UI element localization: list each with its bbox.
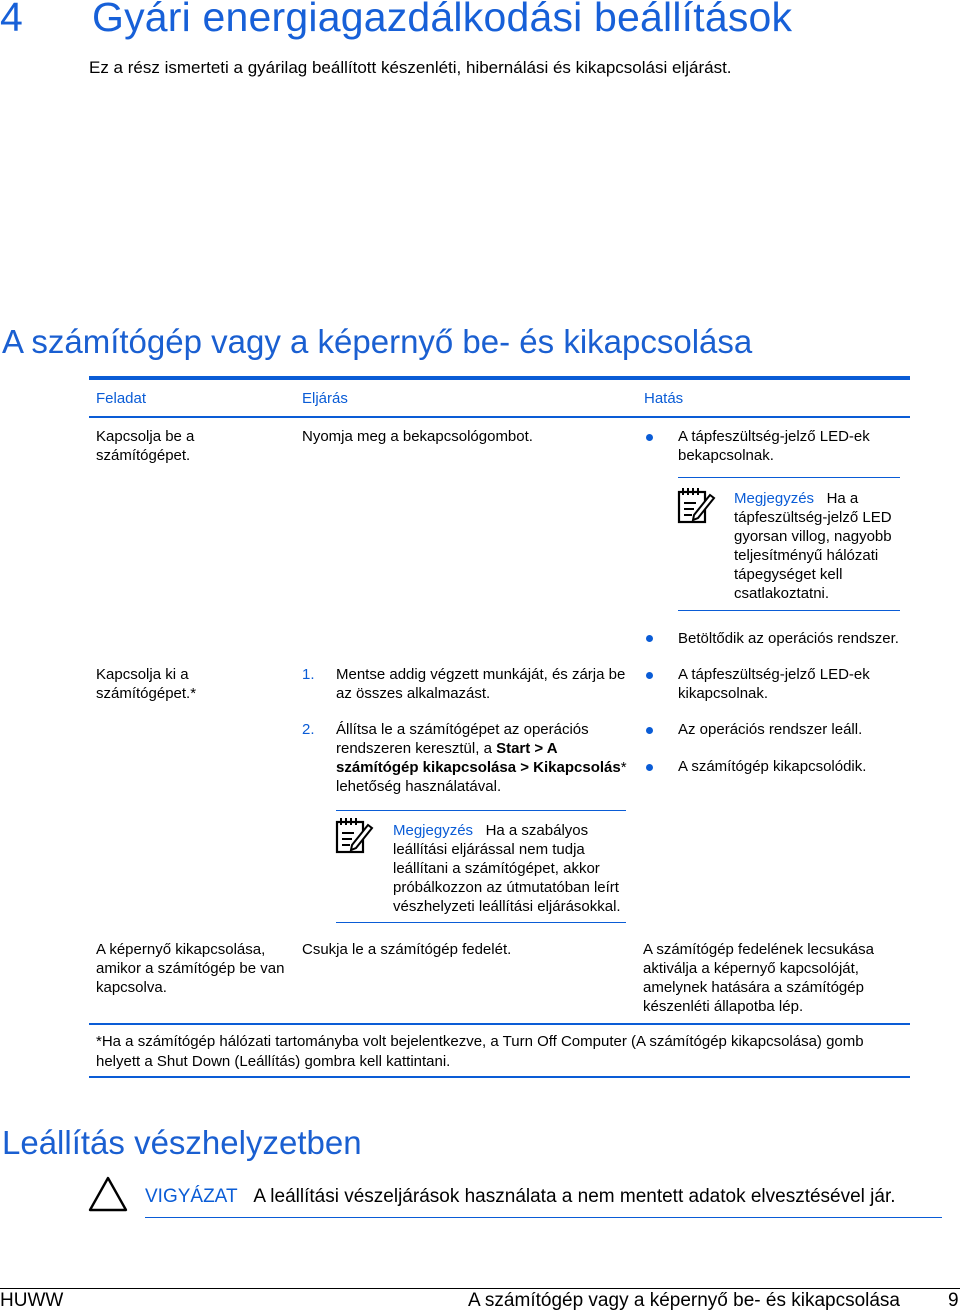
chapter-title xyxy=(0,0,792,41)
footer-rule xyxy=(0,1288,960,1289)
note-icon xyxy=(676,485,716,525)
caution-note: VIGYÁZAT A leállítási vészeljárások használata a nem mentett adatok elvesztésével jár. xyxy=(145,1186,896,1207)
table-bottom-rule xyxy=(89,1023,910,1025)
table-top-rule xyxy=(89,376,910,380)
row2-task: Kapcsolja ki a számítógépet.* xyxy=(96,666,197,702)
section-title: Leállítás vészhelyzetben xyxy=(2,1124,362,1161)
row2-note: Megjegyzés Ha a szabályos leállítási eljárással nem tudja leállítani a számítógépet, akkor próbálkozzon az útmutatóban leírt vészhelyzeti leállítási eljárásokkal. xyxy=(393,822,621,915)
row3-task: A képernyő kikapcsolása, amikor a számítógép be van kapcsolva. xyxy=(96,941,285,996)
bullet-icon xyxy=(646,727,653,734)
step2-number: 2. xyxy=(302,721,315,738)
note-icon xyxy=(334,815,374,855)
note-label: Megjegyzés xyxy=(393,822,474,839)
footer-right: A számítógép vagy a képernyő be- és kikapcsolása xyxy=(468,1290,900,1311)
chapter-number: 4 xyxy=(0,0,24,40)
row1-procedure: Nyomja meg a bekapcsológombot. xyxy=(302,428,533,445)
caution-rule xyxy=(145,1217,942,1218)
row1-task: Kapcsolja be a számítógépet. xyxy=(96,428,195,464)
page-number: 9 xyxy=(948,1290,959,1311)
row2-effect3: A számítógép kikapcsolódik. xyxy=(678,758,867,775)
note-label: Megjegyzés xyxy=(734,490,815,507)
chapter-title-text: Gyári energiagazdálkodási beállítások xyxy=(92,0,793,40)
bullet-icon xyxy=(646,764,653,771)
header-effect: Hatás xyxy=(644,390,684,407)
section-title: A számítógép vagy a képernyő be- és kikapcsolása xyxy=(2,323,753,360)
note-top-rule xyxy=(678,477,900,478)
footnote-rule xyxy=(89,1076,910,1078)
row3-effect: A számítógép fedelének lecsukása aktiválja a képernyő kapcsolóját, amelynek hatására a számítógép készenléti állapotba lép. xyxy=(643,941,874,1015)
row1-effect1: A tápfeszültség-jelző LED-ek bekapcsolnak. xyxy=(678,428,870,464)
footer-left: HUWW xyxy=(0,1290,64,1311)
header-procedure: Eljárás xyxy=(302,390,348,407)
step1-number: 1. xyxy=(302,666,315,683)
row1-effect2: Betöltődik az operációs rendszer. xyxy=(678,630,899,647)
bullet-icon xyxy=(646,434,653,441)
note-bottom-rule xyxy=(336,922,626,923)
caution-icon xyxy=(88,1176,128,1212)
note-top-rule xyxy=(336,810,626,811)
row2-effect1: A tápfeszültség-jelző LED-ek kikapcsolnak. xyxy=(678,666,870,702)
row3-procedure: Csukja le a számítógép fedelét. xyxy=(302,941,512,958)
step1-text: Mentse addig végzett munkáját, és zárja be az összes alkalmazást. xyxy=(336,666,626,702)
bullet-icon xyxy=(646,635,653,642)
row1-note: Megjegyzés Ha a tápfeszültség-jelző LED gyorsan villog, nagyobb teljesítményű hálózati tápegységet kell csatlakoztatni. xyxy=(734,490,892,602)
table-header-rule xyxy=(89,416,910,418)
note-bottom-rule xyxy=(678,610,900,611)
bullet-icon xyxy=(646,672,653,679)
row2-effect2: Az operációs rendszer leáll. xyxy=(678,721,863,738)
caution-label: VIGYÁZAT xyxy=(145,1186,238,1207)
header-task: Feladat xyxy=(96,390,147,407)
intro-paragraph: Ez a rész ismerteti a gyárilag beállított készenléti, hibernálási és kikapcsolási eljárást. xyxy=(89,58,732,77)
table-footnote: *Ha a számítógép hálózati tartományba volt bejelentkezve, a Turn Off Computer (A számítógép kikapcsolása) gomb helyett a Shut Down (Leállítás) gombra kell kattintani. xyxy=(96,1033,864,1070)
step2-text: Állítsa le a számítógépet az operációs rendszeren keresztül, a Start > A számítógép kikapcsolása > Kikapcsolás* lehetőség használatával. xyxy=(336,721,627,795)
